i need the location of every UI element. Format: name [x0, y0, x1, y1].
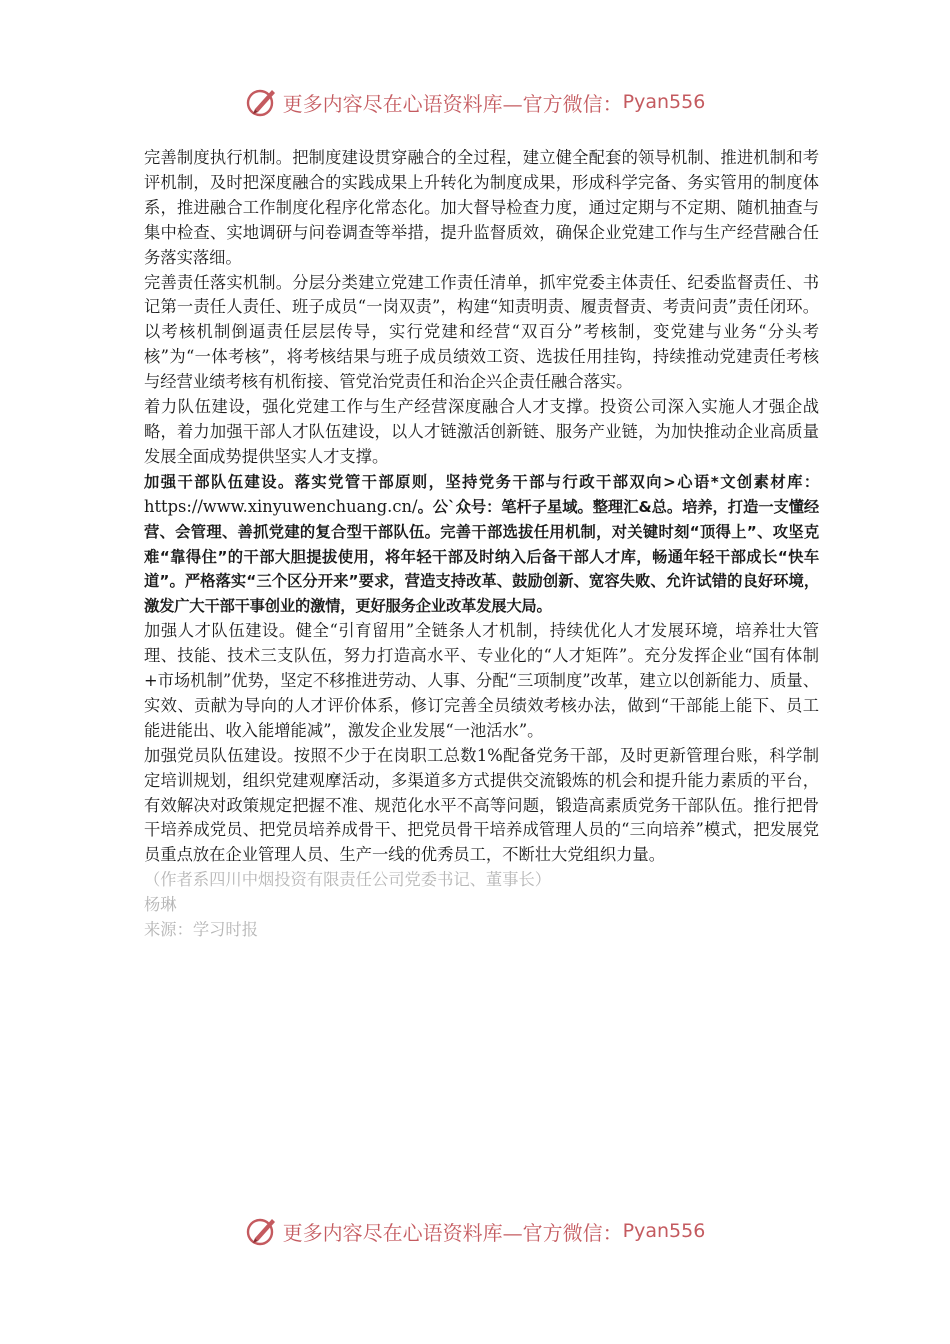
paragraph: 着力队伍建设，强化党建工作与生产经营深度融合人才支撑。投资公司深入实施人才强企战略，着力加强干部人才队伍建设，以人才链激活创新链、服务产业链，为加快推动企业高质量发展全面成势提供坚实人才支撑。 [144, 397, 819, 466]
paragraph-cadre [144, 470, 819, 619]
paragraph: 加强人才队伍建设。健全“引育留用”全链条人才机制，持续优化人才发展环境，培养壮大管理、技能、技术三支队伍，努力打造高水平、专业化的“人才矩阵”。充分发挥企业“国有体制+市场机制”优势，坚定不移推进劳动、人事、分配“三项制度”改革，建立以创新能力、质量、实效、贡献为导向的人才评价体系，修订完善全员绩效考核办法，做到“干部能上能下、员工能进能出、收入能增能减”，激发企业发展“一池活水”。 [144, 621, 819, 740]
pen-logo-icon [245, 85, 279, 119]
paragraph-text: 加强干部队伍建设。落实党管干部原则，坚持党务干部与行政干部双向>心语*文创素材库： [144, 472, 819, 491]
header-banner [0, 82, 950, 122]
paragraph: 完善制度执行机制。把制度建设贯穿融合的全过程，建立健全配套的领导机制、推进机制和考评机制，及时把深度融合的实践成果上升转化为制度成果，形成科学完备、务实管用的制度体系，推进融合工作制度化程序化常态化。加大督导检查力度，通过定期与不定期、随机抽查与集中检查、实地调研与问卷调查等举措，提升监督质效，确保企业党建工作与生产经营融合任务落实落细。 [144, 148, 819, 267]
editor-name: 杨琳 [144, 895, 177, 915]
banner-wechat-id: Pyan556 [622, 91, 706, 113]
banner-text: 更多内容尽在心语资料库—官方微信： [282, 1220, 623, 1245]
website-link[interactable]: https://www.xinyuwenchuang.cn/ [144, 496, 418, 516]
footer-banner [0, 1211, 950, 1251]
paragraph: 完善责任落实机制。分层分类建立党建工作责任清单，抓牢党委主体责任、纪委监督责任、书记第一责任人责任、班子成员“一岗双责”，构建“知责明责、履责督责、考责问责”责任闭环。以考核机制倒逼责任层层传导，实行党建和经营“双百分”考核制，变党建与业务“分头考核”为“一体考核”，将考核结果与班子成员绩效工资、选拔任用挂钩，持续推动党建责任考核与经营业绩考核有机衔接、管党治党责任和治企兴企责任融合落实。 [144, 272, 819, 392]
pen-logo-icon [245, 1214, 279, 1248]
paragraph: 加强党员队伍建设。按照不少于在岗职工总数1%配备党务干部，及时更新管理台账，科学制定培训规划，组织党建观摩活动，多渠道多方式提供交流锻炼的机会和提升能力素质的平台，有效解决对政策规定把握不准、规范化水平不高等问题，锻造高素质党务干部队伍。推行把骨干培养成党员、把党员培养成骨干、把党员骨干培养成管理人员的“三向培养”模式，把发展党员重点放在企业管理人员、生产一线的优秀员工，不断壮大党组织力量。 [144, 745, 819, 865]
banner-text: 更多内容尽在心语资料库—官方微信： [282, 91, 623, 116]
paragraph-text: 。公`众号：笔杆子星域。整理汇&总。培养，打造一支懂经营、会管理、善抓党建的复合型干部队伍。完善干部选拔任用机制，对关键时刻“顶得上”、攻坚克难“靠得住”的干部大胆提拔使用，将年轻干部及时纳入后备干部人才库，畅通年轻干部成长“快车道”。严格落实“三个区分开来”要求，营造支持改革、鼓励创新、宽容失败、允许试错的良好环境，激发广大干部干事创业的激情，更好服务企业改革发展大局。 [144, 497, 819, 616]
source-line: 来源：学习时报 [144, 920, 258, 940]
article-body [144, 146, 819, 943]
banner-wechat-id: Pyan556 [622, 1220, 706, 1242]
author-note: （作者系四川中烟投资有限责任公司党委书记、董事长） [144, 870, 552, 890]
